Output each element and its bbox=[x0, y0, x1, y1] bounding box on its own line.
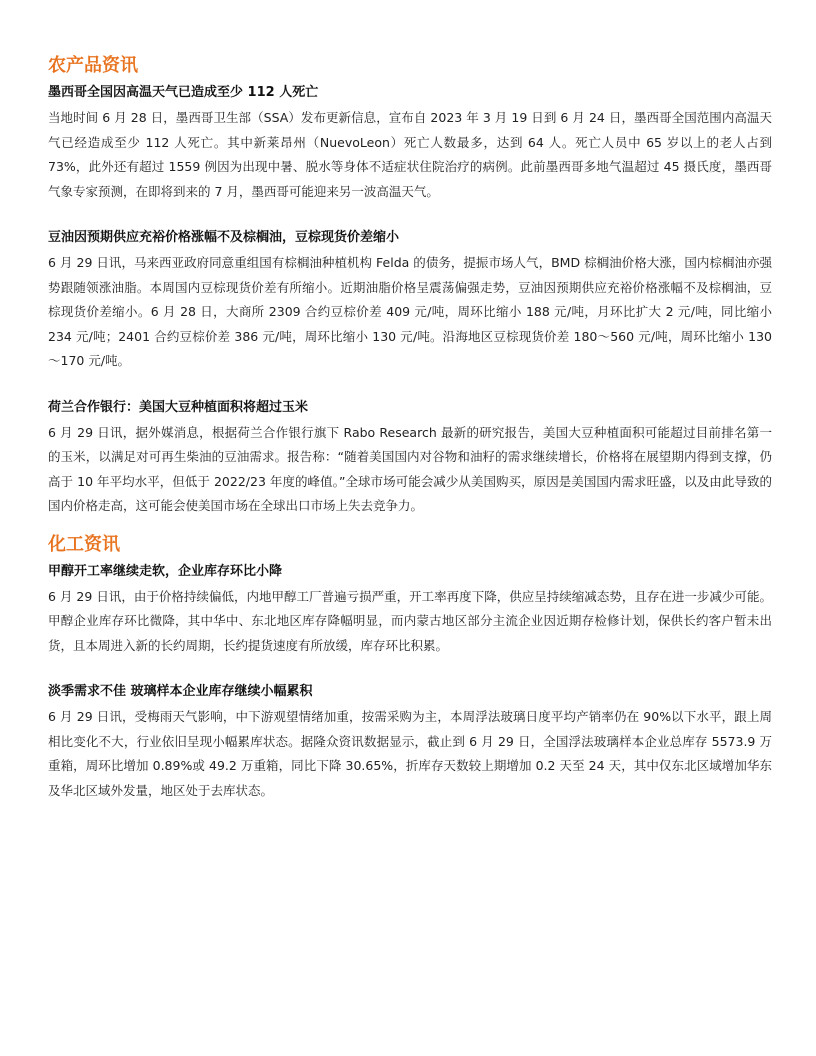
article-methanol bbox=[48, 559, 772, 659]
article-body: 6 月 29 日讯，马来西亚政府同意重组国有棕榈油种植机构 Felda 的债务，提振市场人气，BMD 棕榈油价格大涨，国内棕榈油亦强势跟随领涨油脂。本周国内豆棕现货价差有所缩小。近期油脂价格呈震荡偏强走势，豆油因预期供应充裕价格涨幅不及棕榈油，豆棕现货价差缩小。6 月 28 日，大商所 2309 合约豆棕价差 409 元/吨，周环比缩小 188 元/吨，月环比扩大 2 元/吨，同比缩小 234 元/吨；2401 合约豆棕价差 386 元/吨，周环比缩小 130 元/吨。沿海地区豆棕现货价差 180～560 元/吨，周环比缩小 130～170 元/吨。 bbox=[48, 255, 772, 368]
article-rabobank-soybean bbox=[48, 395, 772, 519]
article-title: 墨西哥全国因高温天气已造成至少 112 人死亡 bbox=[48, 85, 319, 100]
section-title-agriculture: 农产品资讯 bbox=[48, 55, 138, 76]
article-body: 当地时间 6 月 28 日，墨西哥卫生部（SSA）发布更新信息，宣布自 2023 年 3 月 19 日到 6 月 24 日，墨西哥全国范围内高温天气已经造成至少 112 人死亡。其中新莱昂州（NuevoLeon）死亡人数最多，达到 64 人。死亡人员中 65 岁以上的老人占到 73%，此外还有超过 1559 例因为出现中暑、脱水等身体不适症状住院治疗的病例。此前墨西哥多地气温超过 45 摄氏度，墨西哥气象专家预测，在即将到来的 7 月，墨西哥可能迎来另一波高温天气。 bbox=[48, 110, 772, 199]
article-body: 6 月 29 日讯，受梅雨天气影响，中下游观望情绪加重，按需采购为主，本周浮法玻璃日度平均产销率仍在 90%以下水平，跟上周相比变化不大，行业依旧呈现小幅累库状态。据隆众资讯数据显示，截止到 6 月 29 日，全国浮法玻璃样本企业总库存 5573.9 万重箱，周环比增加 0.89%或 49.2 万重箱，同比下降 30.65%，折库存天数较上期增加 0.2 天至 24 天，其中仅东北区域增加华东及华北区域外发量，地区处于去库状态。 bbox=[48, 709, 772, 798]
section-title-chemical: 化工资讯 bbox=[48, 533, 120, 555]
article-body: 6 月 29 日讯，由于价格持续偏低，内地甲醇工厂普遍亏损严重，开工率再度下降，供应呈持续缩减态势，且存在进一步减少可能。甲醇企业库存环比微降，其中华中、东北地区库存降幅明显，而内蒙古地区部分主流企业因近期存检修计划，保供长约客户暂未出货，且本周进入新的长约周期，长约提货速度有所放缓，库存环比积累。 bbox=[48, 588, 772, 653]
document-page bbox=[48, 52, 772, 803]
article-glass-inventory bbox=[48, 679, 772, 803]
article-mexico-heat bbox=[48, 80, 772, 204]
article-soy-palm-spread bbox=[48, 225, 772, 374]
article-title: 淡季需求不佳 玻璃样本企业库存继续小幅累积 bbox=[48, 684, 313, 699]
article-title: 荷兰合作银行：美国大豆种植面积将超过玉米 bbox=[48, 399, 309, 415]
article-body: 6 月 29 日讯，据外媒消息，根据荷兰合作银行旗下 Rabo Research 最新的研究报告，美国大豆种植面积可能超过目前排名第一的玉米，以满足对可再生柴油的豆油需求。报告称：“随着美国国内对谷物和油籽的需求继续增长，价格将在展望期内得到支撑，仍高于 10 年平均水平，但低于 2022/23 年度的峰值。”全球市场可能会减少从美国购买，原因是美国国内需求旺盛，以及由此导致的国内价格走高，这可能会使美国市场在全球出口市场上失去竞争力。 bbox=[48, 424, 772, 513]
article-title: 豆油因预期供应充裕价格涨幅不及棕榈油，豆棕现货价差缩小 bbox=[48, 230, 400, 245]
article-title: 甲醇开工率继续走软，企业库存环比小降 bbox=[48, 563, 283, 579]
